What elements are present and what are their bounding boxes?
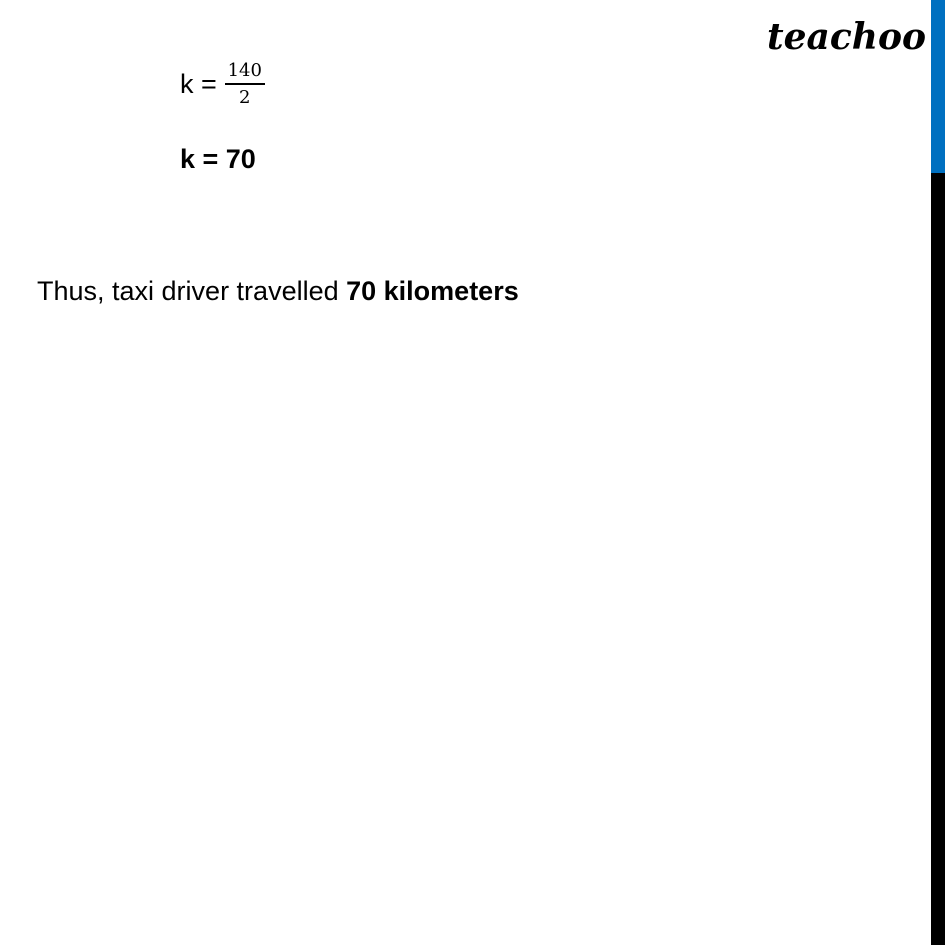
conclusion-text: [37, 276, 519, 307]
fraction-numerator: 140: [227, 60, 262, 81]
side-accent-bar-black: [931, 173, 945, 945]
equation-result: k = 70: [180, 144, 256, 174]
side-accent-bar-blue: [931, 0, 945, 173]
fraction: [225, 60, 265, 108]
fraction-denominator: 2: [239, 87, 251, 108]
equation-lhs: k =: [180, 68, 217, 99]
equation-step-fraction: [180, 60, 265, 108]
conclusion-prefix: Thus, taxi driver travelled: [37, 276, 347, 306]
teachoo-logo: teachoo: [767, 16, 926, 58]
conclusion-answer: 70 kilometers: [346, 276, 519, 306]
